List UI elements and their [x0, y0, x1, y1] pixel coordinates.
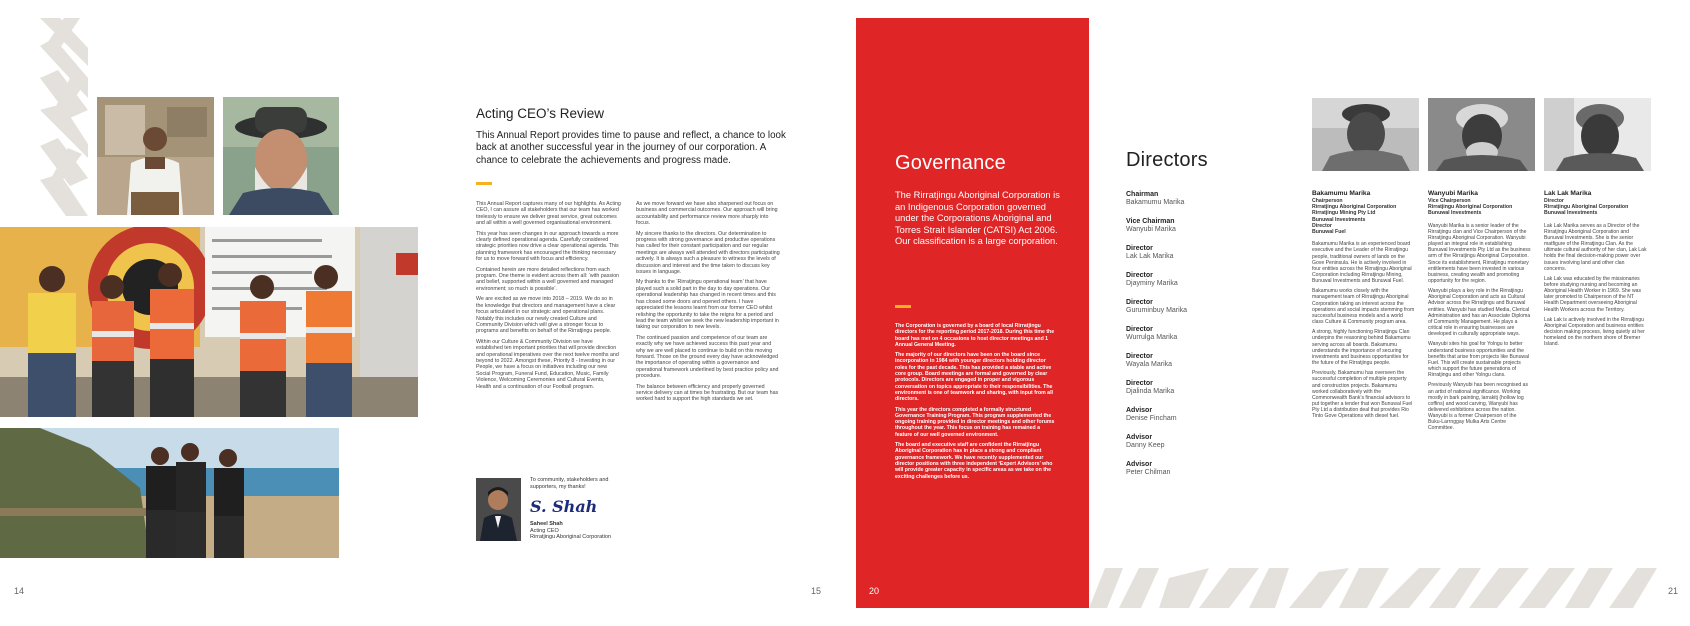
director-role: Vice Chairman: [1126, 218, 1175, 225]
bio-role: Bunuwal Investments: [1544, 210, 1598, 217]
paragraph: We are excited as we move into 2018 – 2019. We do so in the knowledge that directors and management have a clear focus articulated in our strategic and operational plans. Notably this includes our newly created Culture and Community Division which will give a stronger focus to programs and benefits on behalf of the Rirratjingu people.: [476, 296, 616, 335]
director-entry: [1126, 353, 1266, 380]
director-name: Danny Keep: [1126, 442, 1165, 450]
ceo-portrait-photo: [476, 478, 521, 541]
bio-role: Rirratjingu Aboriginal Corporation: [1312, 204, 1397, 211]
wanyubi-portrait-photo: [1428, 98, 1535, 171]
bio-roles: [1428, 198, 1531, 217]
ceo-name: Saheel Shah: [530, 521, 563, 527]
bakamumu-portrait-photo: [1312, 98, 1419, 171]
paragraph: This year has seen changes in our approach towards a more clearly defined operational agenda. Carefully considered strategic priorities now drive a clear operational agenda. This planning framework has encouraged the thinking necessary for us to move forward with focus and efficiency.: [476, 230, 619, 263]
bio-role: Rirratjingu Aboriginal Corporation: [1428, 204, 1513, 211]
paragraph: As we move forward we have also sharpened out focus on business and commercial outcomes. Our approach will bring accountability and performance review more sharply into focus.: [636, 201, 778, 227]
director-role: Director: [1126, 245, 1153, 252]
staff-group-photo: [0, 428, 339, 558]
director-role: Advisor: [1126, 434, 1153, 441]
paragraph: Lak Lak was educated by the missionaries before studying nursing and becoming an Aboriginal Health Worker in 1969. She was later promoted to Chairperson of the NT Health Department overseeing Aboriginal Health Workers across the Territory.: [1544, 275, 1642, 313]
director-role: Director: [1126, 353, 1153, 360]
director-name: Wanyubi Marika: [1126, 226, 1176, 234]
paragraph: Previously, Bakamumu has overseen the successful completion of multiple property and construction projects. Bakamumu worked collaboratively with the Commonwealth Bank’s financial advisors to put together a tender that won Bunuwal Fuel Pty Ltd a distribution deal that provides Rio Tinto Gove Operations with diesel fuel.: [1312, 370, 1413, 420]
director-name: Peter Chilman: [1126, 469, 1171, 477]
paragraph: My sincere thanks to the directors. Our determination to progress with strong governance and productive operations has called for their constant participation and our regular meetings are always well attended with directors participating actively. It is always such a pleasure to witness the levels of discussion and interest and the time taken to discuss key issues in language.: [636, 230, 780, 276]
paragraph: Wanyubi sites his goal for Yolngu to better understand business opportunities and the benefits that arise from projects like Bunuwal Fuel. This will create sustainable projects which support the future generations of Rirratjingu and other Yolngu clans.: [1428, 341, 1530, 379]
paragraph: The balance between efficiency and properly governed service delivery can at times be frustrating. But our team has worked hard to support the high standards we set.: [636, 383, 779, 403]
director-entry: [1126, 461, 1266, 488]
bio-text: [1428, 223, 1531, 432]
laklak-portrait-photo: [1544, 98, 1651, 171]
page-number-21: 21: [1668, 586, 1679, 596]
paragraph: A strong, highly functioning Rirratjingu Clan underpins the reasoning behind Bakamumu serving across all boards. Bakamumu understands the importance of securing investments and business opportunities for the future of the Rirratjingu people.: [1312, 329, 1411, 367]
director-name: Denise Fincham: [1126, 415, 1177, 423]
elder-portrait-photo: [223, 97, 339, 215]
bio-text: [1312, 241, 1415, 419]
bio-role: Rirratjingu Mining Pty Ltd: [1312, 210, 1376, 217]
paragraph: Lak Lak Marika serves as a Director of the Rirratjingu Aboriginal Corporation and Bunuwal Investments. She is the senior matfigure of the Rirratjingu Clan. As the ultimate cultural authority of her clan, Lak Lak holds the final decision-making power over issues involving land and other clan concerns.: [1544, 222, 1647, 272]
director-name: Wayala Marika: [1126, 361, 1173, 369]
director-role: Director: [1126, 299, 1153, 306]
accent-bar: [476, 182, 492, 185]
director-name: Djalinda Marika: [1126, 388, 1175, 396]
paragraph: The majority of our directors have been on the board since incorporation in 1984 with younger directors holding director roles for the past decade. This has provided a stable and active core group. Board meetings are formal and governed by clear protocols. Directors are engaged in proper and vigorous conversation on topics appropriate to their responsibilities. The environment is one of teamwork and sharing, with input from all directors.: [895, 352, 1053, 403]
paragraph: Contained herein are more detailed reflections from each program. One theme is evident across them all: ‘with passion and belief, supported within a well governed and managed environment; so much is possible’.: [476, 266, 620, 292]
bio-role: Rirratjingu Aboriginal Corporation: [1544, 204, 1629, 211]
ceo-review-title: Acting CEO’s Review: [476, 106, 605, 121]
director-entry: [1126, 299, 1266, 326]
sign-off-thanks: To community, stakeholders and supporters, my thanks!: [530, 477, 609, 490]
director-name: Wurrulga Marika: [1126, 334, 1178, 342]
director-name: Djayminy Marika: [1126, 280, 1178, 288]
paragraph: Wanyubi plays a key role in the Rirratjingu Aboriginal Corporation and acts as Cultural Advisor across the Rirratjingu and Bunuwal entities. Wanyubi has studied Media, Clerical Administration and has an Associate Diploma of Community Management. He plays a critical role in ensuring businesses are developed in culturally appropriate ways.: [1428, 288, 1531, 338]
paragraph: The Corporation is governed by a board of local Rirratjingu directors for the reporting period 2017-2018. During this time the board has met on 4 occasions to host director meetings and 1 Annual General Meeting.: [895, 323, 1055, 348]
paragraph: Lak Lak is actively involved in the Rirratjingu Aboriginal Corporation and business entities decision making process, living quietly at her homeland on the northern shore of Bremer Island.: [1544, 316, 1645, 348]
accent-bar: [895, 305, 911, 308]
director-role: Advisor: [1126, 461, 1153, 468]
paragraph: The board and executive staff are confident the Rirratjingu Aboriginal Corporation has in place a strong and compliant governance framework. We have recently supplemented our director positions with three independent ‘Expert Advisors’ who will provide greater capacity in specific areas as we take on the exciting challenges before us.: [895, 442, 1053, 480]
director-entry: [1126, 272, 1266, 299]
director-role: Chairman: [1126, 191, 1159, 198]
workers-group-photo: [0, 227, 418, 417]
bio-laklak: [1544, 190, 1647, 352]
bio-roles: [1544, 198, 1647, 217]
governance-lead: The Rirratjingu Aboriginal Corporation is an Indigenous Corporation governed under the Corporations Aboriginal and Torres Strait Islander (CATSI) Act 2006. Our classification is a large corporation.: [895, 190, 1060, 247]
director-name: Lak Lak Marika: [1126, 253, 1174, 261]
decorative-pattern-top-left: [40, 18, 88, 216]
director-entry: [1126, 191, 1266, 218]
paragraph: Wanyubi Marika is a senior leader of the Rirratjingu clan and Vice Chairperson of the Rirratjingu Aboriginal Corporation. Wanyubi played an integral role in establishing Bunuwal Investments Pty Ltd as the business arm of the Rirratjingu Aboriginal Corporation. Since its establishment, Rirratjingu monetary entitlements have been invested in various business, creating wealth and promoting opportunity for the region.: [1428, 222, 1531, 285]
bio-role: Bunuwal Investments: [1428, 210, 1482, 217]
bio-text: [1544, 223, 1647, 348]
director-entry: [1126, 245, 1266, 272]
bio-role: Bunuwal Fuel: [1312, 229, 1346, 236]
director-role: Advisor: [1126, 407, 1153, 414]
directors-title: Directors: [1126, 149, 1208, 171]
bio-role: Bunuwal Investments: [1312, 216, 1366, 223]
right-page-spread: [845, 0, 1690, 626]
governance-panel: [856, 18, 1089, 608]
bio-name: Wanyubi Marika: [1428, 190, 1478, 197]
paragraph: This year the directors completed a formally structured Governance Training Program. This program supplemented the ongoing training provided in director meetings and other forums throughout the year. This focus on training has remained a feature of our well governed environment.: [895, 406, 1055, 438]
paragraph: My thanks to the ‘Rirratjingu operational team’ that have played such a solid part in the day to day operations. Our operational leadership has changed in recent times and this has closed some doors and opened others. I have appreciated the lessons learnt from our former CEO whilst relishing the opportunity to take the reigns for a period and lead the team whilst we seek the new leadership important in taking our corporation to new levels.: [636, 279, 779, 331]
director-role: Director: [1126, 326, 1153, 333]
governance-body: [895, 323, 1055, 484]
bio-role: Director: [1544, 198, 1564, 204]
director-entry: [1126, 380, 1266, 407]
paragraph: Bakamumu works closely with the management team of Rirratjingu Aboriginal Corporation taking an interest across the operations and social impacts stemming from successful business models and a world class Culture & Community program area.: [1312, 288, 1415, 326]
ceo-title: Acting CEO: [530, 527, 559, 534]
bio-roles: [1312, 198, 1415, 235]
paragraph: This Annual Report captures many of our highlights. As Acting CEO, I can assure all stakeholders that our team has worked tirelessly to ensure we deliver great service, great outcomes and all within a well governed organisational environment.: [476, 201, 621, 227]
decorative-pattern-bottom: [1089, 568, 1657, 608]
bio-role: Chairperson: [1312, 198, 1343, 204]
page-number-14: 14: [14, 586, 25, 596]
bio-name: Lak Lak Marika: [1544, 190, 1592, 197]
director-entry: [1126, 407, 1266, 434]
speaker-photo: [97, 97, 214, 215]
paragraph: Bakamumu Marika is an experienced board executive and the Leader of the Rirratjingu people, traditional owners of lands on the Gove Peninsula. He is actively involved in four entities across the Rirratjingu Aboriginal Corporation including Rirratjingu Mining, Bunuwal Investments and Bunuwal Fuel.: [1312, 241, 1412, 285]
ceo-column-2: [636, 201, 781, 407]
paragraph: The continued passion and competence of our team are exactly why we have achieved success this past year and why we are well placed to continue to build on this moving forward. Those on the ground every day have acknowledged the importance of operating within a governance and operational framework underlined by best practice policy and procedure.: [636, 334, 779, 380]
ceo-review-intro: This Annual Report provides time to pause and reflect, a chance to look back at another successful year in the journey of our corporation. A chance to celebrate the achievements and progress made.: [476, 130, 786, 166]
director-entry: [1126, 434, 1266, 461]
director-entry: [1126, 326, 1266, 353]
page-number-20: 20: [869, 586, 880, 596]
director-name: Bakamumu Marika: [1126, 199, 1185, 207]
directors-list: [1126, 191, 1266, 488]
director-role: Director: [1126, 380, 1153, 387]
bio-wanyubi: [1428, 190, 1531, 436]
paragraph: Within our Culture & Community Division we have established ten important priorities that will provide direction and operational imperatives over the next twelve months and beyond to 2022. Amongst these, Priority 8 - Investing in our People, we have a focus on initiatives including our new Social Program, Funeral Fund, Education, Music, Family Violence, Welcoming Ceremonies and Cultural Events, Health and a continuation of our Football program.: [476, 338, 619, 390]
ceo-signature: S. Shah: [530, 497, 598, 516]
page-number-15: 15: [811, 586, 822, 596]
governance-title: Governance: [895, 152, 1006, 174]
bio-bakamumu: [1312, 190, 1415, 423]
director-role: Director: [1126, 272, 1153, 279]
bio-role: Vice Chairperson: [1428, 198, 1471, 204]
director-name: Guruminbuy Marika: [1126, 307, 1188, 315]
ceo-column-1: [476, 201, 621, 394]
ceo-org: Rirratjingu Aboriginal Corporation: [530, 534, 612, 541]
bio-role: Director: [1312, 222, 1332, 229]
bio-name: Bakamumu Marika: [1312, 190, 1371, 197]
director-entry: [1126, 218, 1266, 245]
paragraph: Previously Wanyubi has been recognised as an artist of national significance. Working mostly in bark painting, larrakitj (hollow log coffins) and wood carving, Wanyubi has delivered exhibitions across the nation. Wanyubi is a former Chairperson of the Buku-Larrnggay Mulka Arts Centre Committee.: [1428, 382, 1529, 432]
ceo-signoff-details: [530, 521, 611, 541]
